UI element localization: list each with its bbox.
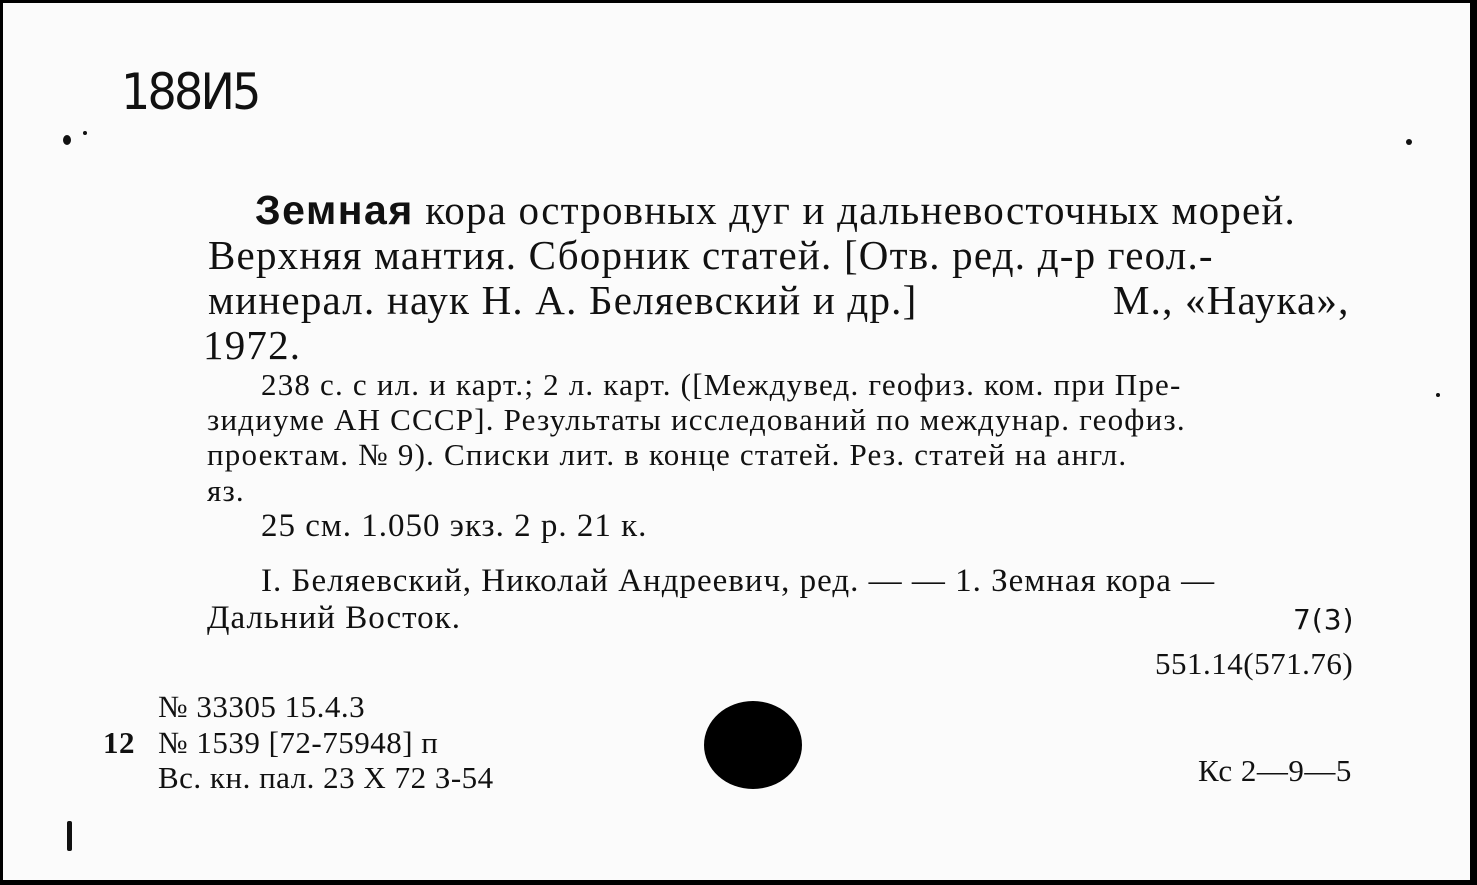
ink-speck [1436, 393, 1440, 397]
title-text: кора островных дуг и дальневосточных морей. [413, 187, 1296, 233]
registry-line-2: № 1539 [72-75948] п [158, 725, 439, 760]
title-line-1 [255, 186, 1296, 234]
headings-line-2: Дальний Восток. [207, 600, 461, 636]
registry-card-count: 12 [103, 725, 135, 760]
title-line-3-left: минерал. наук Н. А. Беляевский и др.] [208, 277, 918, 323]
title-line-3-right: М., «Наука», [1113, 277, 1350, 323]
headings-line-1: I. Беляевский, Николай Андреевич, ред. — — 1. Земная кора — [261, 563, 1216, 599]
description-line-1: 238 с. с ил. и карт.; 2 л. карт. ([Междувед. геофиз. ком. при Пре- [261, 367, 1182, 402]
handwritten-inventory-number: 188И5 [121, 63, 259, 121]
punched-dot [704, 701, 802, 789]
size-price-line: 25 см. 1.050 экз. 2 р. 21 к. [261, 508, 648, 544]
ink-speck [63, 135, 71, 145]
title-line-2: Верхняя мантия. Сборник статей. [Отв. ред. д-р геол.- [208, 232, 1214, 278]
udc-code: 551.14(571.76) [1155, 646, 1354, 681]
registry-line-1: № 33305 15.4.3 [158, 689, 366, 724]
registry-line-3: Вс. кн. пал. 23 X 72 З-54 [158, 760, 494, 795]
title-keyword: Земная [255, 187, 414, 233]
description-line-3: проектам. № 9). Списки лит. в конце статей. Рез. статей на англ. [207, 437, 1128, 472]
ink-speck [1406, 139, 1412, 145]
catalog-card [3, 3, 1474, 880]
title-line-4: 1972. [203, 322, 302, 368]
classification-code: Кс 2—9—5 [1198, 753, 1352, 788]
description-line-4: яз. [207, 473, 245, 508]
description-line-2: зидиуме АН СССР]. Результаты исследований по междунар. геофиз. [207, 402, 1186, 437]
ink-speck [83, 131, 87, 135]
ink-mark [67, 821, 72, 851]
handwritten-classification-mark: 7(3) [1293, 603, 1355, 636]
